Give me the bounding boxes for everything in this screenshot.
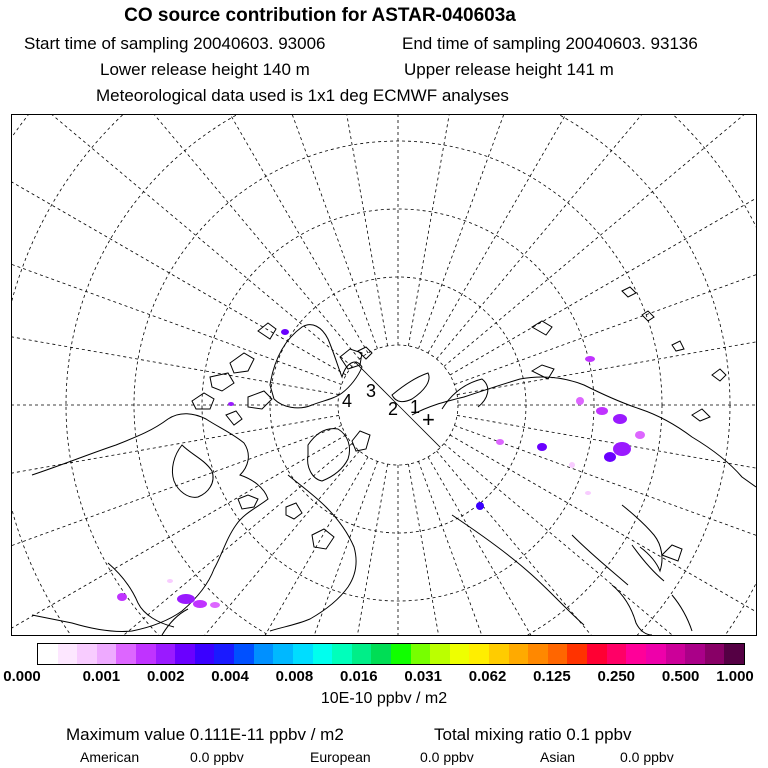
graticule <box>12 115 756 635</box>
end-time-label: End time of sampling 20040603. 93136 <box>402 34 698 53</box>
region-european-value: 0.0 ppbv <box>420 749 474 765</box>
meridian-line <box>12 444 352 635</box>
colorbar-segment <box>293 644 313 664</box>
meridian-line <box>450 435 756 635</box>
meridian-line <box>454 115 756 384</box>
map-canvas <box>12 115 756 635</box>
colorbar-tick-label: 0.004 <box>211 668 249 685</box>
colorbar-segment <box>77 644 97 664</box>
patch <box>193 600 207 608</box>
total-mixing-ratio-label: Total mixing ratio 0.1 ppbv <box>434 725 632 744</box>
colorbar-segment <box>685 644 705 664</box>
meridian-line <box>12 457 368 635</box>
meridian-line <box>450 115 756 375</box>
colorbar-tick-label: 0.062 <box>468 668 507 685</box>
start-time-label: Start time of sampling 20040603. 93006 <box>24 34 326 53</box>
meridian-line <box>12 115 359 359</box>
colorbar-tick-label: 0.016 <box>340 668 378 685</box>
colorbar-segment <box>58 644 78 664</box>
colorbar-segment <box>705 644 725 664</box>
meteo-data-label: Meteorological data used is 1x1 deg ECMWF analyses <box>96 86 509 105</box>
patch <box>569 462 575 468</box>
patch <box>167 579 173 583</box>
region-asian-value: 0.0 ppbv <box>620 749 674 765</box>
colorbar-segment <box>666 644 686 664</box>
colorbar-segment <box>509 644 529 664</box>
colorbar-segment <box>724 644 744 664</box>
asia-interior <box>452 515 664 625</box>
colorbar-segment <box>97 644 117 664</box>
colorbar-tick-label: 0.002 <box>146 668 185 685</box>
colorbar-segment <box>332 644 352 664</box>
concentration-patches <box>117 329 645 608</box>
meridian-line <box>428 457 756 635</box>
colorbar-tick-label: 0.500 <box>661 668 700 685</box>
colorbar-segment <box>313 644 333 664</box>
region-american-name: American <box>80 749 140 765</box>
lower-release-height-label: Lower release height 140 m <box>100 60 310 79</box>
meridian-line <box>12 435 346 635</box>
meridian-line <box>457 415 756 561</box>
region-american-value: 0.0 ppbv <box>190 749 244 765</box>
hudson-bay <box>172 445 213 497</box>
kamchatka-coast <box>622 505 682 571</box>
colorbar-tick-label: 0.031 <box>404 668 442 685</box>
colorbar-segment <box>195 644 215 664</box>
patch <box>635 431 645 439</box>
meridian-line <box>419 461 706 635</box>
meridian-line <box>419 115 706 349</box>
colorbar-segment <box>371 644 391 664</box>
colorbar-segment <box>391 644 411 664</box>
colorbar-segment <box>646 644 666 664</box>
upper-release-height-label: Upper release height 141 m <box>404 60 614 79</box>
meridian-line <box>437 451 756 635</box>
patch <box>117 593 127 601</box>
colorbar-segment <box>626 644 646 664</box>
patch <box>177 594 195 604</box>
east-asia-coast <box>612 585 692 635</box>
coastlines <box>32 287 756 635</box>
colorbar-segment <box>489 644 509 664</box>
patch <box>596 407 608 415</box>
colorbar-tick-label: 0.250 <box>597 668 636 685</box>
pole-label-4: 4 <box>342 391 353 411</box>
colorbar-tick-label: 0.001 <box>82 668 121 685</box>
meridian-line <box>408 464 554 635</box>
pole-region-marks <box>342 381 435 432</box>
colorbar-segment <box>214 644 234 664</box>
colorbar-segment <box>254 644 274 664</box>
colorbar-segment <box>352 644 372 664</box>
colorbar-segment <box>38 644 58 664</box>
region-european-name: European <box>310 749 371 765</box>
colorbar-segment <box>567 644 587 664</box>
meridian-line <box>12 115 346 375</box>
meridian-line <box>437 115 756 359</box>
meridian-line <box>444 115 756 366</box>
patch <box>496 439 504 445</box>
patch <box>613 414 627 424</box>
pole-label-2: 2 <box>388 399 399 419</box>
patch <box>613 442 631 456</box>
meridian-line <box>408 115 554 346</box>
meridian-line <box>242 115 388 346</box>
arctic-islands-east <box>532 287 726 421</box>
meridian-line <box>457 249 756 395</box>
colorbar-segment <box>156 644 176 664</box>
patch <box>210 602 220 608</box>
colorbar-segment <box>548 644 568 664</box>
colorbar-segment <box>469 644 489 664</box>
colorbar-segment <box>116 644 136 664</box>
colorbar-tick-label: 1.000 <box>716 668 754 685</box>
colorbar-segment <box>234 644 254 664</box>
colorbar-segment <box>175 644 195 664</box>
colorbar-segment <box>136 644 156 664</box>
scandinavia-coast <box>308 429 370 481</box>
meridian-line <box>90 115 377 349</box>
meridian-line <box>90 461 377 635</box>
colorbar-tick-label: 0.008 <box>275 668 314 685</box>
patch <box>537 443 547 451</box>
meridian-line <box>12 249 339 395</box>
colorbar-segment <box>430 644 450 664</box>
region-asian-name: Asian <box>540 749 576 765</box>
north-america-coast <box>32 414 268 632</box>
patch <box>576 397 584 405</box>
plot-title: CO source contribution for ASTAR-040603a <box>124 5 516 26</box>
patch <box>604 452 616 462</box>
latitude-circle <box>12 115 756 635</box>
colorbar-segment <box>273 644 293 664</box>
pole-label-1: 1 <box>410 397 421 417</box>
polar-map <box>11 114 757 636</box>
colorbar <box>37 643 745 665</box>
patch <box>228 402 234 406</box>
patch <box>585 356 595 362</box>
maximum-value-label: Maximum value 0.111E-11 ppbv / m2 <box>66 725 344 744</box>
patch <box>476 502 484 510</box>
colorbar-tick-label: 0.125 <box>533 668 571 685</box>
pole-label-3: 3 <box>366 381 377 401</box>
meridian-line <box>12 426 342 635</box>
latitude-circle <box>12 115 756 635</box>
patch <box>585 491 591 495</box>
meridian-line <box>12 415 339 561</box>
taymyr-coast <box>442 365 554 409</box>
colorbar-segment <box>450 644 470 664</box>
colorbar-segment <box>411 644 431 664</box>
colorbar-segment <box>607 644 627 664</box>
colorbar-units: 10E-10 ppbv / m2 <box>320 690 448 707</box>
meridian-line <box>12 115 368 353</box>
iceland-coast <box>238 495 258 509</box>
patch <box>281 329 289 335</box>
pole-center-mark: + <box>422 407 435 432</box>
meridian-line <box>444 444 756 635</box>
colorbar-segment <box>528 644 548 664</box>
meridian-line <box>428 115 756 353</box>
colorbar-segment <box>587 644 607 664</box>
svalbard-coast <box>340 347 372 369</box>
canada-islands <box>192 323 276 425</box>
colorbar-tick-label: 0.000 <box>3 668 41 685</box>
